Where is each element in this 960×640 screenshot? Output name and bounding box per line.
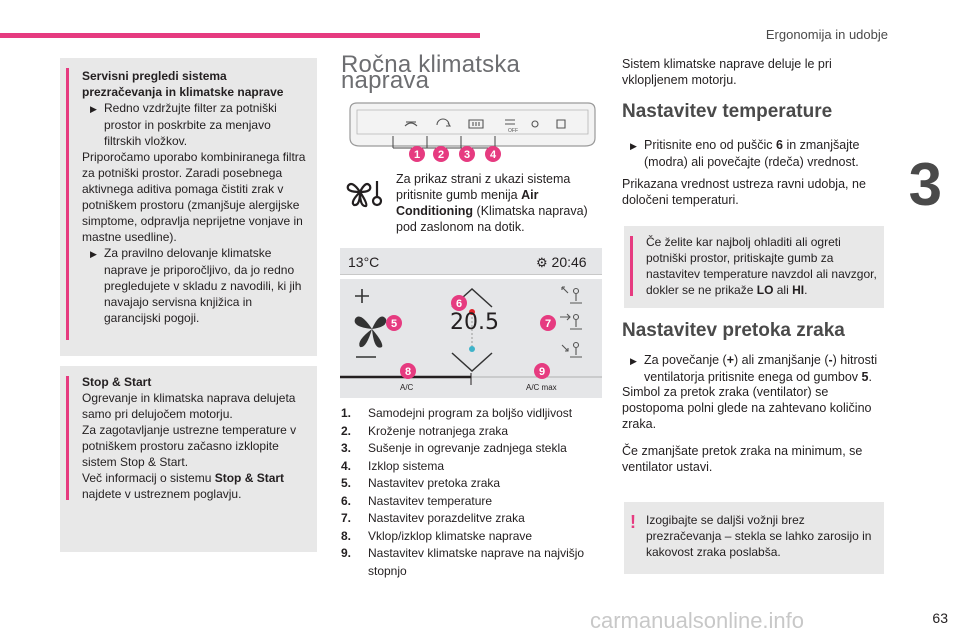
note-bullet-2: ▶ Za pravilno delovanje klimatske naprave je priporočljivo, da jo redno pregledujete v skladu z navodili, ki jih navajajo servisna knjižica in garancijski pogoji. — [90, 246, 302, 325]
temperature-tip-box — [624, 226, 884, 308]
bullet-triangle-icon: ▶ — [630, 141, 637, 151]
bullet-triangle-icon: ▶ — [90, 249, 97, 259]
bullet-triangle-icon: ▶ — [90, 104, 97, 114]
control-panel-illustration — [345, 98, 600, 168]
air-flow-paragraph-2: Če zmanjšate pretok zraka na minimum, se ventilator ustavi. — [622, 444, 863, 474]
callout-3: 3 — [463, 149, 471, 161]
list-item: 6. Nastavitev temperature — [341, 493, 493, 508]
list-item: 3. Sušenje in ogrevanje zadnjega stekla — [341, 441, 567, 455]
callout-4: 4 — [489, 149, 497, 161]
callout-5: 5 — [390, 318, 398, 330]
callout-6: 6 — [455, 298, 463, 310]
ac-max-label: A/C max — [526, 383, 557, 392]
air-feet-icon — [562, 345, 568, 351]
air-flow-bullet: ▶ Za povečanje (+) ali zmanjšanje (-) hitrosti ventilatorja pritisnite enega od gumbov 5. — [630, 353, 878, 384]
temp-blue-dot — [469, 346, 475, 352]
fan-plus-icon — [355, 289, 369, 303]
note-title-line1: Servisni pregledi sistema — [82, 69, 227, 83]
fan-speed-icon — [355, 317, 387, 348]
chapter-tab — [908, 150, 960, 230]
note-accent-bar — [630, 236, 633, 296]
list-item: 9. Nastavitev klimatske naprave na najvišjo stopnjo — [341, 546, 585, 578]
callout-8: 8 — [404, 366, 412, 378]
ac-intro: Za prikaz strani z ukazi sistema pritisnite gumb menija Air Conditioning (Klimatska naprava) pod zaslonom na dotik. — [396, 172, 588, 234]
air-face-icon — [560, 314, 570, 320]
temperature-down-arrow-icon — [452, 353, 492, 371]
list-item: 1. Samodejni program za boljšo vidljivost — [341, 406, 573, 420]
stop-start-box — [60, 366, 317, 552]
callout-7: 7 — [544, 318, 552, 330]
note-accent-bar — [66, 376, 69, 500]
stop-start-para-2: Za zagotavljanje ustrezne temperature v potniškem prostoru začasno izklopite sistem Stop & Start. — [82, 423, 297, 469]
ac-touchscreen — [340, 248, 602, 398]
ac-label: A/C — [400, 383, 414, 392]
temperature-paragraph: Prikazana vrednost ustreza ravni udobja, ne določeni temperaturi. — [622, 177, 866, 207]
svg-text:OFF: OFF — [508, 128, 518, 134]
stop-start-title: Stop & Start — [82, 375, 152, 389]
list-item: 2. Kroženje notranjega zraka — [341, 423, 509, 438]
chapter-number: 3 — [908, 151, 942, 218]
warning-exclamation-icon: ! — [630, 512, 636, 532]
heading-air-flow: Nastavitev pretoka zraka — [622, 320, 845, 341]
bullet-triangle-icon: ▶ — [630, 356, 637, 366]
note-bullet-1: ▶ Redno vzdržujte filter za potniški prostor in poskrbite za menjavo filtrskih vložkov. — [90, 101, 277, 148]
service-note-box — [60, 58, 317, 356]
watermark: carmanualsonline.info — [590, 608, 805, 633]
stop-start-para-3: Več informacij o sistemu Stop & Start najdete v ustreznem poglavju. — [82, 471, 285, 501]
callout-1: 1 — [413, 149, 421, 161]
clock: ⚙ 20:46 — [536, 254, 587, 270]
heading-temperature: Nastavitev temperature — [622, 101, 833, 122]
page-number: 63 — [932, 610, 948, 626]
page-title: Ročna klimatska naprava — [341, 51, 521, 94]
temperature-tip-text: Če želite kar najbolj ohladiti ali ogreti potniški prostor, pritiskajte gumb za nastavitev temperature navzdol ali navzgor, dokler se ne prikaže LO ali HI. — [646, 235, 877, 297]
outside-temperature: 13°C — [348, 254, 380, 270]
list-item: 8. Vklop/izklop klimatske naprave — [341, 528, 533, 543]
air-windshield-icon — [562, 287, 568, 293]
system-intro: Sistem klimatske naprave deluje le pri vklopljenem motorju. — [622, 57, 832, 87]
stop-start-para-1: Ogrevanje in klimatska naprava delujeta samo pri delujočem motorju. — [82, 391, 296, 421]
callout-2: 2 — [437, 149, 445, 161]
list-item: 7. Nastavitev porazdelitve zraka — [341, 511, 525, 525]
control-legend-list — [341, 405, 601, 580]
section-header: Ergonomija in udobje — [765, 27, 888, 42]
note-paragraph: Priporočamo uporabo kombiniranega filtra za potniški prostor. Zaradi posebnega aktivnega aditiva pomaga čistiti zrak v potniškem prostoru (zmanjšuje alergijske simptome, odpravlja neprijetne vonjave in mastne usedline). — [82, 150, 306, 244]
temperature-bullet: ▶ Pritisnite eno od puščic 6 in zmanjšajte (modra) ali povečajte (rdeča) vrednost. — [630, 138, 860, 169]
note-accent-bar — [66, 68, 69, 340]
settings-gear-icon: ⚙ — [536, 255, 548, 270]
screen-controls — [340, 279, 602, 398]
note-title-line2: prezračevanja in klimatske naprave — [82, 85, 284, 99]
list-item: 5. Nastavitev pretoka zraka — [341, 476, 501, 490]
air-conditioning-menu-icon — [346, 176, 384, 208]
air-flow-paragraph-1: Simbol za pretok zraka (ventilator) se postopoma polni glede na zahtevano količino zraka. — [622, 385, 872, 431]
warning-text: Izogibajte se daljši vožnji brez prezračevanja – stekla se lahko zarosijo in kakovost zraka poslabša. — [646, 513, 872, 559]
list-item: 4. Izklop sistema — [341, 458, 445, 473]
callout-9: 9 — [538, 366, 546, 378]
top-accent-bar — [0, 33, 480, 38]
temperature-value: 20.5 — [450, 310, 499, 335]
warning-box — [624, 502, 884, 574]
